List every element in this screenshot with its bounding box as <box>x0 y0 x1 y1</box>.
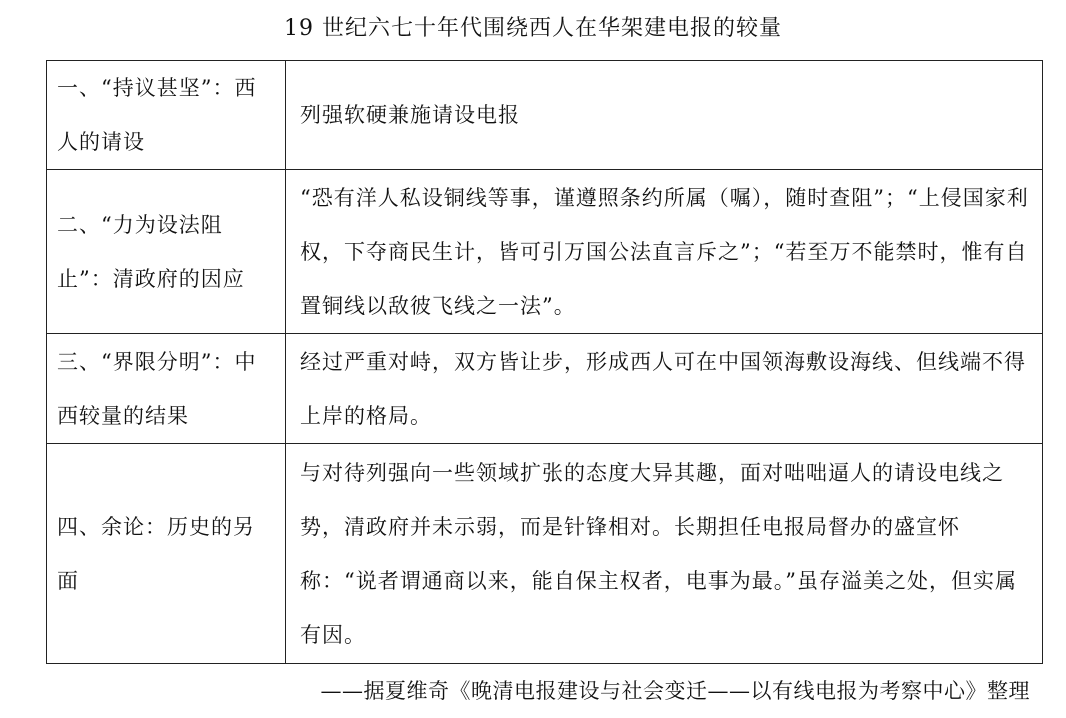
source-citation: ——据夏维奇《晚清电报建设与社会变迁——以有线电报为考察中心》整理 <box>320 679 1030 703</box>
table-row <box>47 444 1043 664</box>
table-row <box>47 61 1043 170</box>
content-table <box>46 60 1043 664</box>
row-heading: 四、余论：历史的另面 <box>47 444 286 664</box>
row-content: “恐有洋人私设铜线等事，谨遵照条约所属（嘱），随时查阻”；“上侵国家利权，下夺商民生计，皆可引万国公法直言斥之”；“若至万不能禁时，惟有自置铜线以敌彼飞线之一法”。 <box>286 170 1043 334</box>
row-heading: 三、“界限分明”：中西较量的结果 <box>47 334 286 444</box>
row-heading: 二、“力为设法阻止”：清政府的因应 <box>47 170 286 334</box>
table-row <box>47 170 1043 334</box>
row-heading: 一、“持议甚坚”：西人的请设 <box>47 61 286 170</box>
row-content: 与对待列强向一些领域扩张的态度大异其趣，面对咄咄逼人的请设电线之势，清政府并未示弱，而是针锋相对。长期担任电报局督办的盛宣怀称：“说者谓通商以来，能自保主权者，电事为最。”虽存溢美之处，但实属有因。 <box>286 444 1043 664</box>
row-content: 列强软硬兼施请设电报 <box>286 61 1043 170</box>
document-title: 19 世纪六七十年代围绕西人在华架建电报的较量 <box>284 16 782 41</box>
table-row <box>47 334 1043 444</box>
row-content: 经过严重对峙，双方皆让步，形成西人可在中国领海敷设海线、但线端不得上岸的格局。 <box>286 334 1043 444</box>
